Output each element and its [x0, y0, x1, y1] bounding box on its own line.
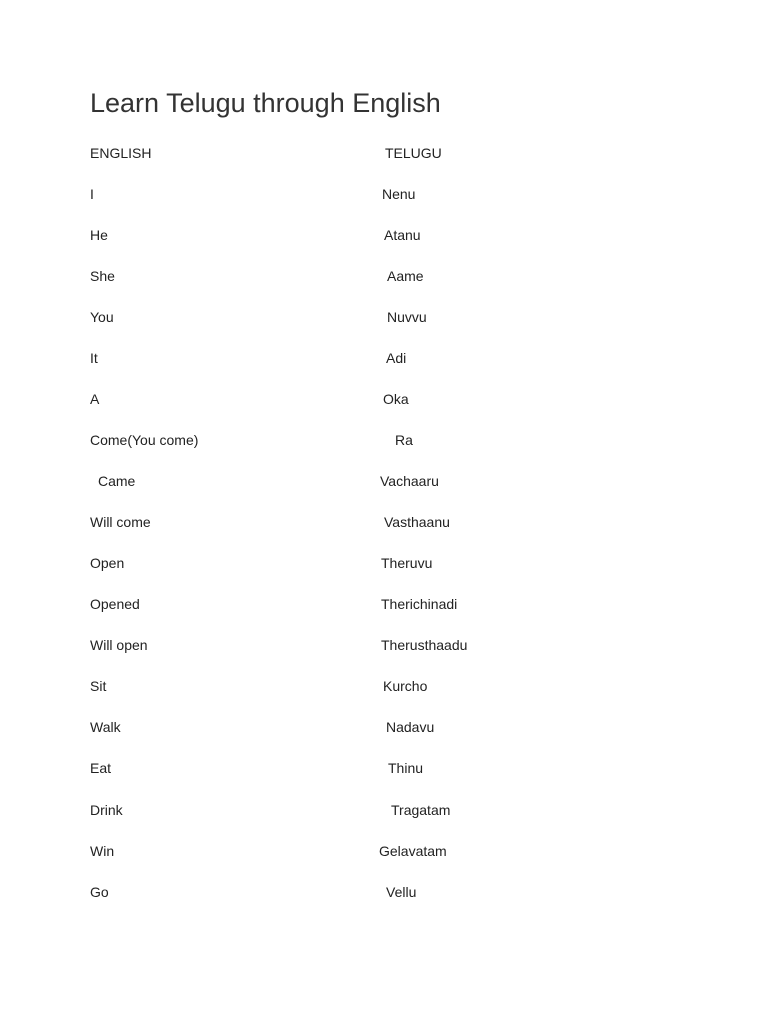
header-english: ENGLISH [90, 145, 152, 161]
telugu-word: Theruvu [381, 555, 433, 571]
english-word: It [90, 350, 98, 366]
telugu-word: Oka [383, 391, 409, 407]
telugu-word: Atanu [384, 227, 421, 243]
telugu-word: Vasthaanu [384, 514, 450, 530]
english-word: A [90, 391, 100, 407]
telugu-word: Nuvvu [387, 309, 427, 325]
english-word: Walk [90, 719, 121, 735]
telugu-word: Ra [395, 432, 413, 448]
english-word: Win [90, 843, 115, 859]
english-word: Came [98, 473, 136, 489]
english-word: Go [90, 884, 109, 900]
telugu-word: Gelavatam [379, 843, 447, 859]
english-word: Opened [90, 596, 140, 612]
english-word: Will open [90, 637, 148, 653]
telugu-word: Therichinadi [381, 596, 458, 612]
english-word: Drink [90, 802, 123, 818]
english-word: Open [90, 555, 125, 571]
english-word: Eat [90, 760, 112, 776]
page-title: Learn Telugu through English [90, 88, 441, 118]
english-word: You [90, 309, 114, 325]
telugu-word: Therusthaadu [381, 637, 468, 653]
english-word: Will come [90, 514, 151, 530]
telugu-word: Thinu [388, 760, 424, 776]
telugu-word: Vellu [386, 884, 417, 900]
telugu-word: Vachaaru [380, 473, 439, 489]
english-word: He [90, 227, 108, 243]
telugu-word: Aame [387, 268, 424, 284]
telugu-word: Tragatam [391, 802, 451, 818]
english-word: Come(You come) [90, 432, 199, 448]
telugu-word: Kurcho [383, 678, 428, 694]
header-telugu: TELUGU [385, 145, 442, 161]
english-word: I [90, 186, 94, 202]
telugu-word: Adi [386, 350, 407, 366]
english-word: Sit [90, 678, 107, 694]
telugu-word: Nenu [382, 186, 416, 202]
english-word: She [90, 268, 115, 284]
telugu-word: Nadavu [386, 719, 435, 735]
